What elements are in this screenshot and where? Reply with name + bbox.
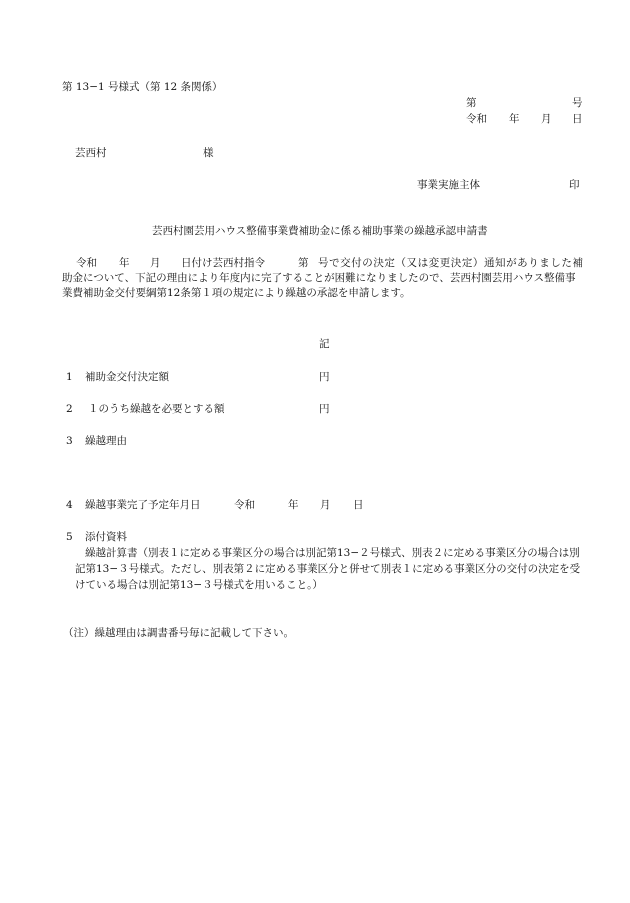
header-reiwa: 令和 xyxy=(466,113,487,125)
body-dai: 第 xyxy=(298,257,309,269)
item4-nen: 年 xyxy=(288,499,299,511)
header-go: 号 xyxy=(572,97,583,109)
body-line-3: 業費補助金交付要綱第12条第１項の規定により繰越の承認を申請します。 xyxy=(62,287,411,299)
document-title: 芸西村園芸用ハウス整備事業費補助金に係る補助事業の繰越承認申請書 xyxy=(152,225,488,237)
ki-label: 記 xyxy=(319,338,330,350)
body-line-2: 助金について、下記の理由により年度内に完了することが困難になりましたので、芸西村園芸用ハウス整備事 xyxy=(62,272,576,284)
item1-unit: 円 xyxy=(319,371,330,383)
applicant-label: 事業実施主体 xyxy=(417,179,480,191)
item4-label: 繰越事業完了予定年月日 xyxy=(85,499,201,511)
item3-number: 3 xyxy=(66,435,73,447)
body-reiwa: 令和 xyxy=(76,257,97,269)
item4-hi: 日 xyxy=(353,499,364,511)
header-tsuki: 月 xyxy=(541,113,552,125)
item4-number: 4 xyxy=(66,499,73,511)
item5-line-1: 繰越計算書（別表１に定める事業区分の場合は別記第13−２号様式、別表２に定める事業区分の場合は別 xyxy=(85,547,580,559)
body-date-village: 日付け芸西村指令 xyxy=(181,257,265,269)
item5-line-2: 記第13−３号様式。ただし、別表第２に定める事業区分と併せて別表１に定める事業区分の交付の決定を受 xyxy=(75,563,581,575)
item5-line-3: けている場合は別記第13−３号様式を用いること。） xyxy=(75,579,323,591)
item3-label: 繰越理由 xyxy=(85,435,127,447)
body-nen: 年 xyxy=(119,257,130,269)
item4-tsuki: 月 xyxy=(320,499,331,511)
header-dai: 第 xyxy=(466,97,477,109)
item5-number: 5 xyxy=(66,531,73,543)
item2-label: １のうち繰越を必要とする額 xyxy=(88,403,225,415)
addressee-village: 芸西村 xyxy=(75,147,107,159)
item4-reiwa: 令和 xyxy=(234,499,255,511)
body-tsuki: 月 xyxy=(150,257,161,269)
item1-label: 補助金交付決定額 xyxy=(85,371,169,383)
item2-unit: 円 xyxy=(319,403,330,415)
item2-number: 2 xyxy=(66,403,73,415)
header-hi: 日 xyxy=(572,113,583,125)
item1-number: 1 xyxy=(66,371,73,383)
footnote: （注）繰越理由は調書番号毎に記載して下さい。 xyxy=(63,627,294,639)
applicant-seal: 印 xyxy=(569,179,580,191)
addressee-sama: 様 xyxy=(203,147,214,159)
item5-label: 添付資料 xyxy=(85,531,127,543)
form-number: 第 13−1 号様式（第 12 条関係） xyxy=(62,81,223,93)
body-rest: 号で交付の決定（又は変更決定）通知がありました補 xyxy=(318,257,583,269)
header-nen: 年 xyxy=(509,113,520,125)
